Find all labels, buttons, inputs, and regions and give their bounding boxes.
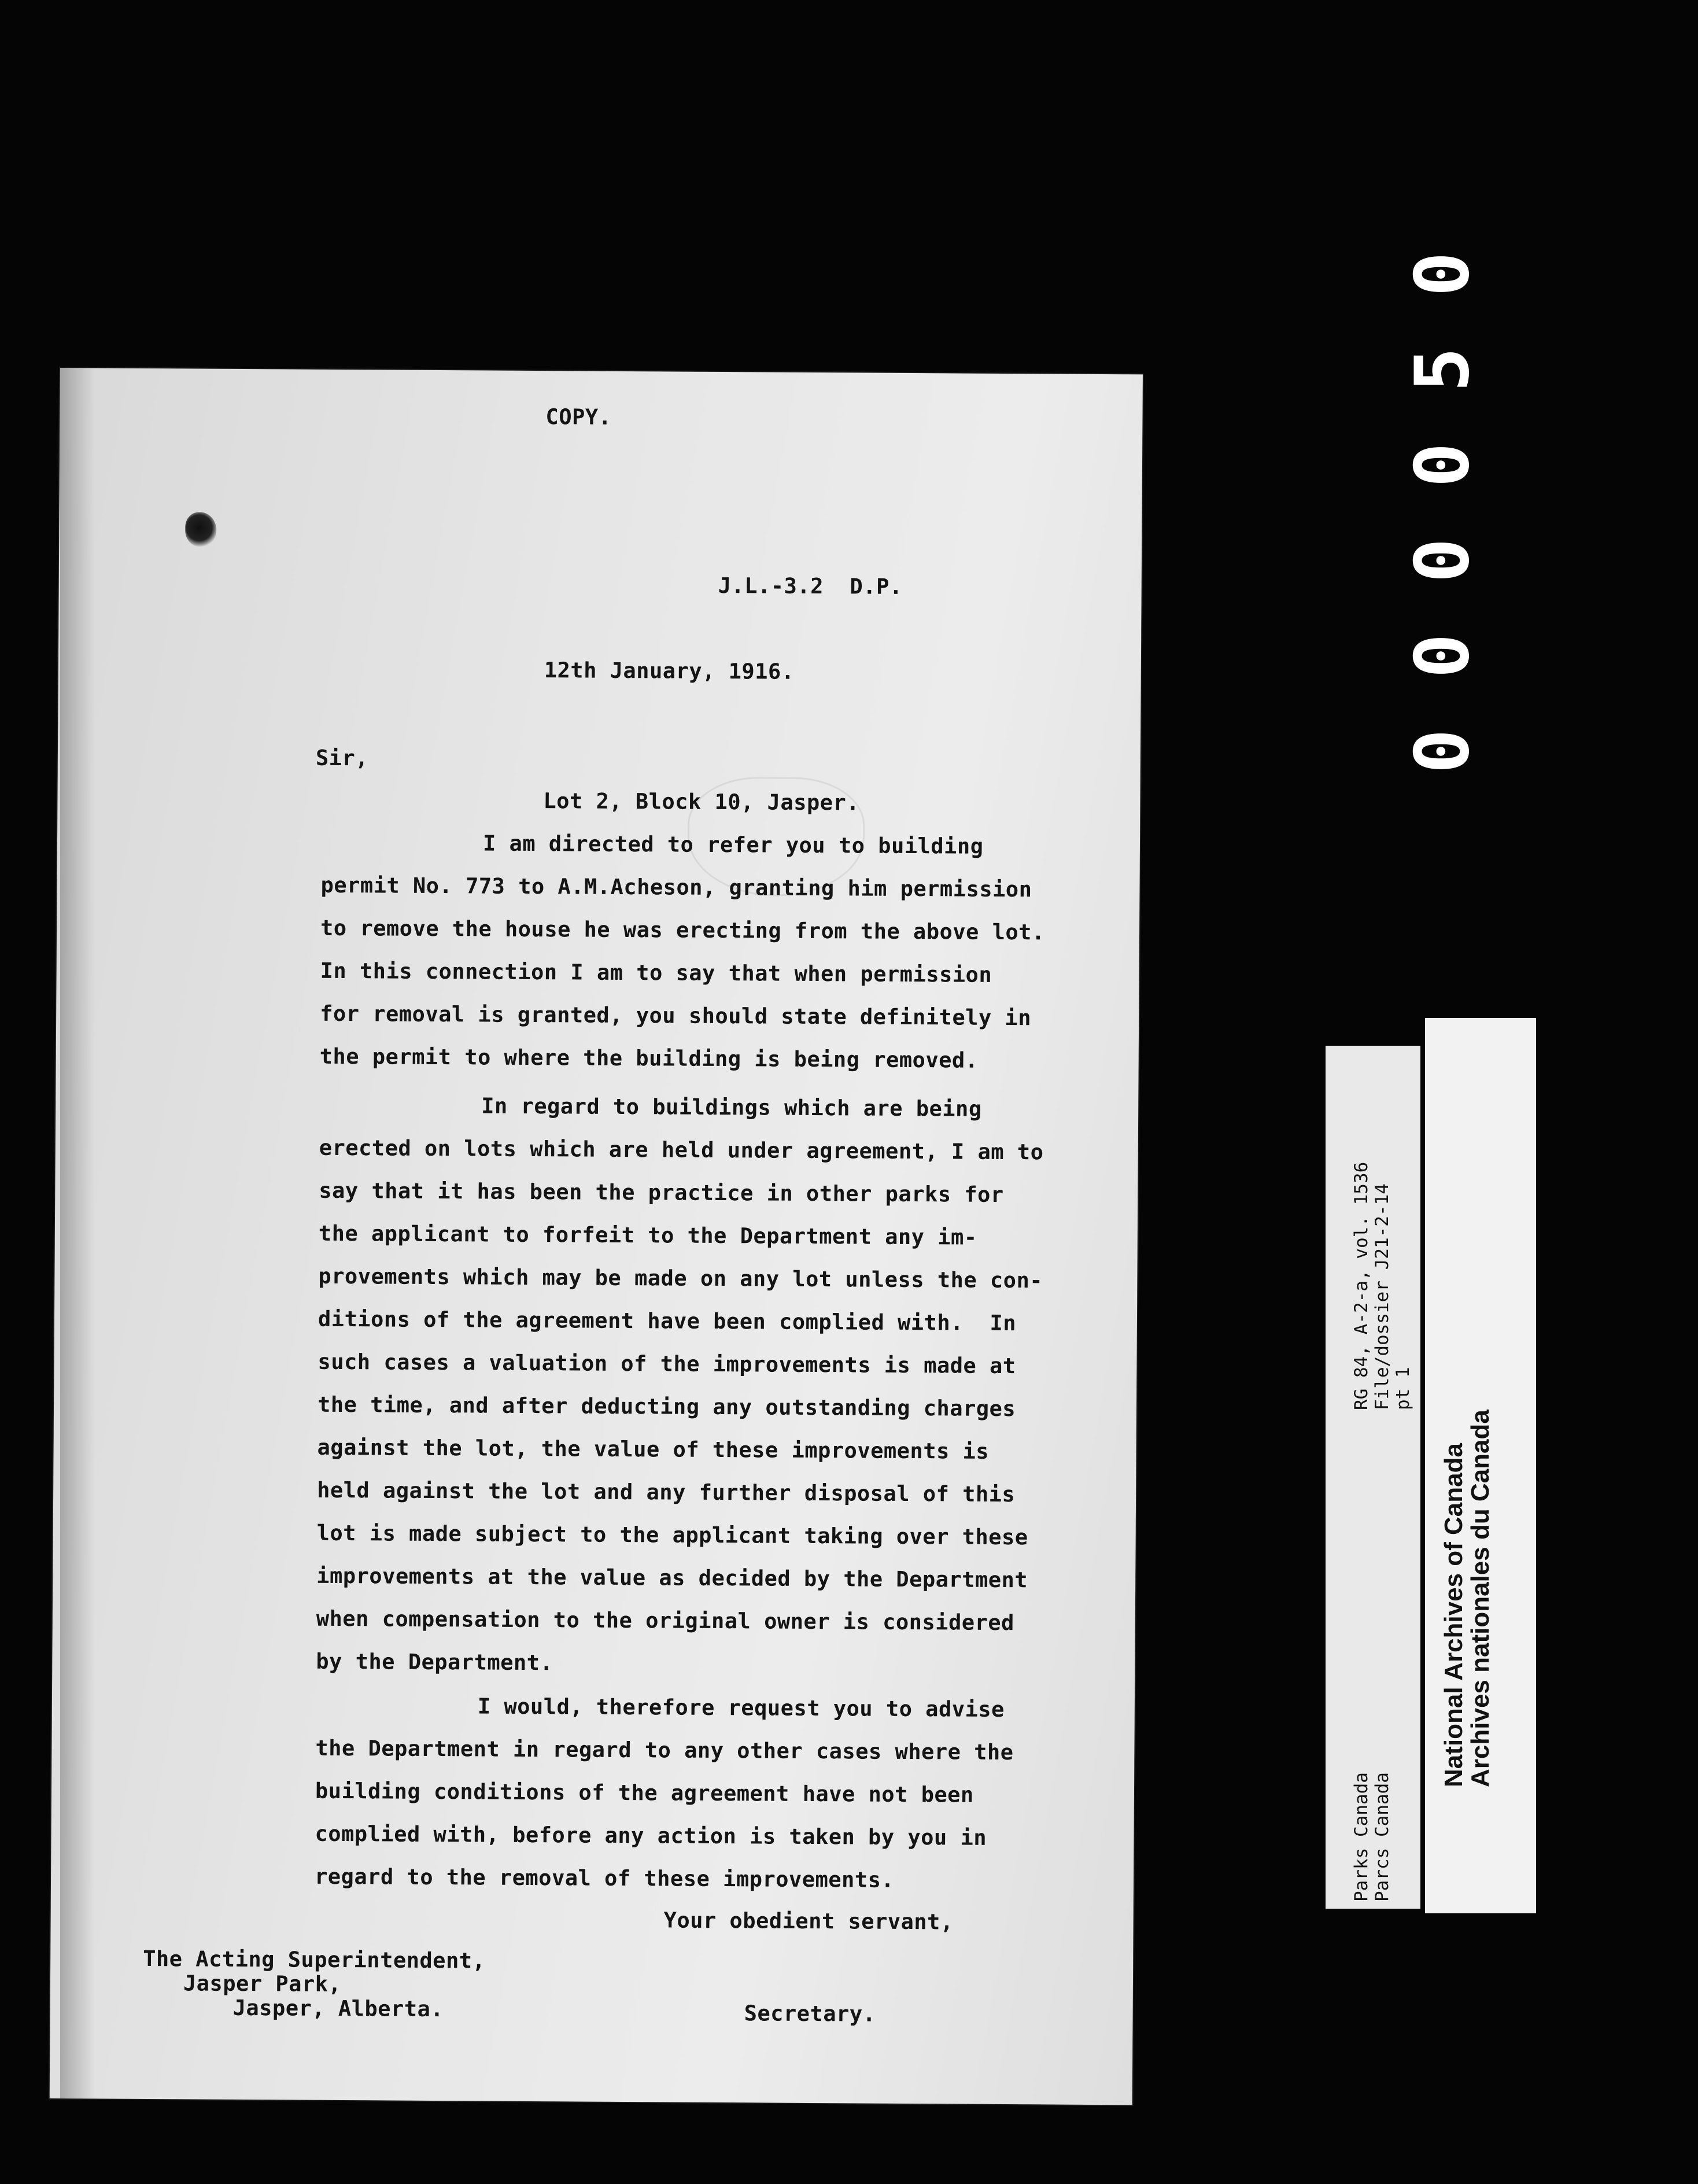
body-line: In regard to buildings which are being [481,1093,982,1121]
body-line: I am directed to refer you to building [482,831,984,859]
body-line: the Department in regard to any other cases where the [315,1735,1014,1765]
ink-smudge [185,512,216,547]
body-line: lot is made subject to the applicant taking over these [316,1520,1028,1550]
agency-line: Parks Canada [1351,1772,1372,1902]
signature-title: Secretary. [744,2001,876,2027]
body-line: by the Department. [316,1648,553,1676]
addressee-line: Jasper, Alberta. [232,1995,444,2022]
agency-line: Parcs Canada [1372,1772,1393,1902]
archive-reference-label [1326,1046,1420,1909]
body-line: the time, and after deducting any outstanding charges [317,1392,1016,1422]
copy-heading: COPY. [545,404,612,430]
body-line: complied with, before any action is taken by you in [315,1821,987,1850]
reference-line: RG 84, A-2-a, vol. 1536 [1351,1161,1372,1410]
frame-digit: 0 [1400,442,1486,488]
closing: Your obedient servant, [663,1908,954,1935]
body-line: when compensation to the original owner is considered [316,1606,1015,1636]
body-line: say that it has been the practice in other parks for [319,1178,1004,1207]
document-page [50,368,1143,2105]
salutation: Sir, [315,745,369,771]
body-line: erected on lots which are held under agreement, I am to [319,1135,1044,1165]
body-line: I would, therefore request you to advise [477,1694,1005,1722]
body-line: regard to the removal of these improvements. [314,1864,895,1892]
body-line: permit No. 773 to A.M.Acheson, granting him permission [320,872,1032,902]
institution-name-en: National Archives of Canada [1439,1443,1468,1787]
frame-digit: 5 [1400,347,1486,392]
file-reference: J.L.-3.2 D.P. [718,573,903,599]
body-line: against the lot, the value of these improvements is [317,1434,990,1464]
page-edge-shadow [60,368,95,2098]
body-line: building conditions of the agreement have not been [315,1778,974,1807]
reference-line: pt 1 [1393,1367,1413,1410]
letter-date: 12th January, 1916. [544,658,795,684]
microfilm-frame-number [1400,237,1486,816]
frame-digit: 0 [1400,538,1486,583]
reference-line: File/dossier J21-2-14 [1372,1183,1393,1410]
subject-line: Lot 2, Block 10, Jasper. [543,788,860,816]
archive-institution-label [1425,1018,1536,1913]
body-line: to remove the house he was erecting from the above lot. [320,915,1045,945]
body-line: the permit to where the building is being removed. [319,1043,979,1073]
body-line: the applicant to forfeit to the Department any im- [318,1220,977,1250]
body-line: for removal is granted, you should state definitely in [320,1001,1032,1031]
institution-name-fr: Archives nationales du Canada [1466,1410,1494,1787]
addressee-line: Jasper Park, [183,1971,342,1997]
body-line: such cases a valuation of the improvements is made at [318,1349,1016,1379]
frame-digit: 0 [1400,633,1486,678]
body-line: improvements at the value as decided by the Department [316,1563,1028,1593]
frame-digit: 0 [1400,729,1486,774]
body-line: held against the lot and any further disposal of this [317,1477,1016,1507]
body-line: provements which may be made on any lot unless the con- [318,1263,1043,1293]
body-line: ditions of the agreement have been complied with. In [318,1306,1017,1336]
addressee-line: The Acting Superintendent, [143,1946,486,1973]
frame-digit: 0 [1400,252,1486,297]
body-line: In this connection I am to say that when permission [320,958,992,987]
